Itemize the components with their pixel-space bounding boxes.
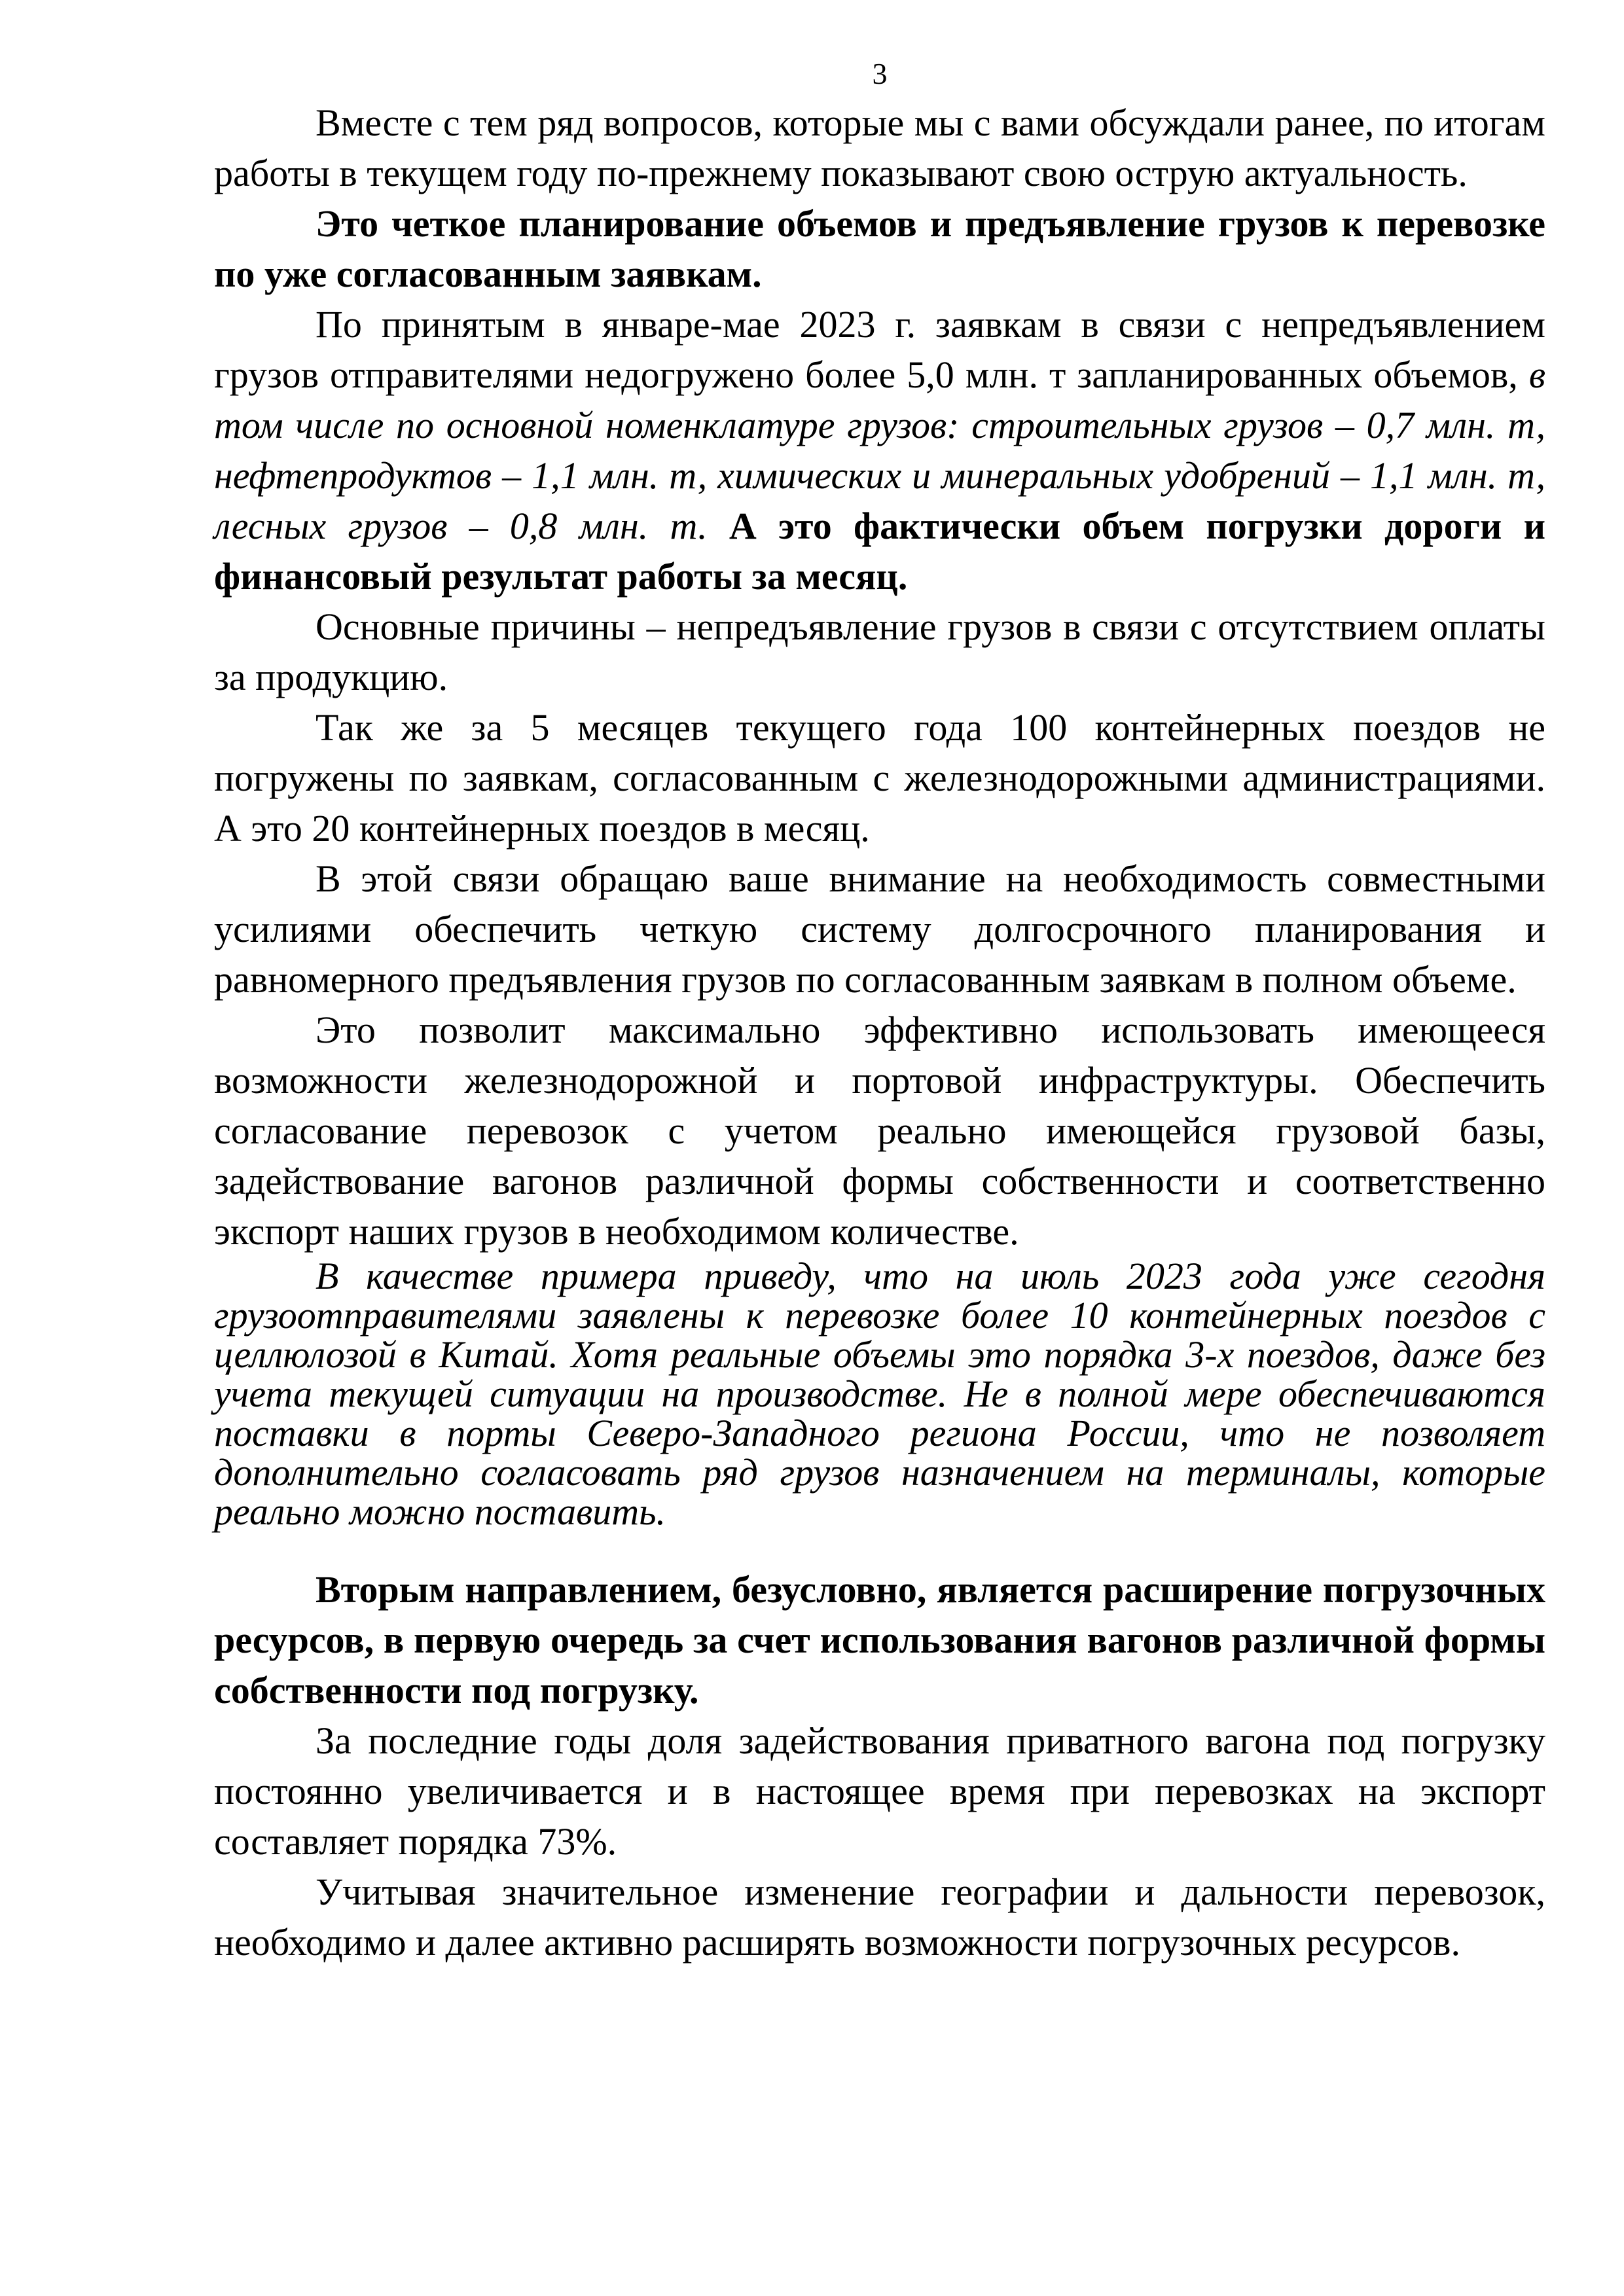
text-run: Учитывая значительное изменение географии и дальности перевозок, необходимо и далее активно расширять возможности погрузочных ресурсов. — [214, 1871, 1545, 1964]
text-run: Вместе с тем ряд вопросов, которые мы с вами обсуждали ранее, по итогам работы в текущем году по-прежнему показывают свою острую актуальность. — [214, 101, 1545, 194]
text-run: В качестве примера приведу, что на июль 2023 года уже сегодня грузоотправителями заявлены к перевозке более 10 контейнерных поездов с целлюлозой в Китай. Хотя реальные объемы это порядка 3-х поездов, даже без учета текущей ситуации на производстве. Не в полной мере обеспечиваются поставки в порты Северо-Западного региона России, что не позволяет дополнительно согласовать ряд грузов назначением на терминалы, которые реально можно поставить. — [214, 1255, 1545, 1533]
page-number: 3 — [872, 57, 888, 90]
document-body — [214, 98, 1545, 1967]
text-run: Так же за 5 месяцев текущего года 100 контейнерных поездов не погружены по заявкам, согласованным с железнодорожными администрациями. А это 20 контейнерных поездов в месяц. — [214, 706, 1545, 850]
text-run: Это позволит максимально эффективно использовать имеющееся возможности железнодорожной и портовой инфраструктуры. Обеспечить согласование перевозок с учетом реально имеющейся грузовой базы, задействование вагонов различной формы собственности и соответственно экспорт наших грузов в необходимом количестве. — [214, 1009, 1545, 1253]
text-run: Вторым направлением, безусловно, является расширение погрузочных ресурсов, в первую очередь за счет использования вагонов различной формы собственности под погрузку. — [214, 1568, 1545, 1712]
text-run: За последние годы доля задействования приватного вагона под погрузку постоянно увеличивается и в настоящее время при перевозках на экспорт составляет порядка 73%. — [214, 1719, 1545, 1863]
paragraph-8 — [214, 1257, 1545, 1532]
paragraph-10 — [214, 1715, 1545, 1867]
paragraph-11 — [214, 1867, 1545, 1967]
paragraph-5 — [214, 702, 1545, 853]
paragraph-3 — [214, 299, 1545, 601]
paragraph-9 — [214, 1564, 1545, 1715]
text-run: А это фактически объем погрузки дороги и финансовый результат работы за месяц. — [214, 505, 1545, 598]
text-run: В этой связи обращаю ваше внимание на необходимость совместными усилиями обеспечить четкую систему долгосрочного планирования и равномерного предъявления грузов по согласованным заявкам в полном объеме. — [214, 857, 1545, 1001]
paragraph-2 — [214, 198, 1545, 299]
text-run: По принятым в январе-мае 2023 г. заявкам в связи с непредъявлением грузов отправителями недогружено более 5,0 млн. т запланированных объемов, — [214, 303, 1545, 396]
text-run: в том числе по основной номенклатуре грузов: строительных грузов – 0,7 млн. т, нефтепродуктов – 1,1 млн. т, химических и минеральных удобрений – 1,1 млн. т, лесных грузов – 0,8 млн. т. — [214, 353, 1545, 547]
paragraph-1 — [214, 98, 1545, 198]
paragraph-7 — [214, 1005, 1545, 1257]
paragraph-6 — [214, 853, 1545, 1005]
text-run: Основные причины – непредъявление грузов в связи с отсутствием оплаты за продукцию. — [214, 605, 1545, 698]
text-run: Это четкое планирование объемов и предъявление грузов к перевозке по уже согласованным заявкам. — [214, 202, 1545, 295]
paragraph-4 — [214, 601, 1545, 702]
